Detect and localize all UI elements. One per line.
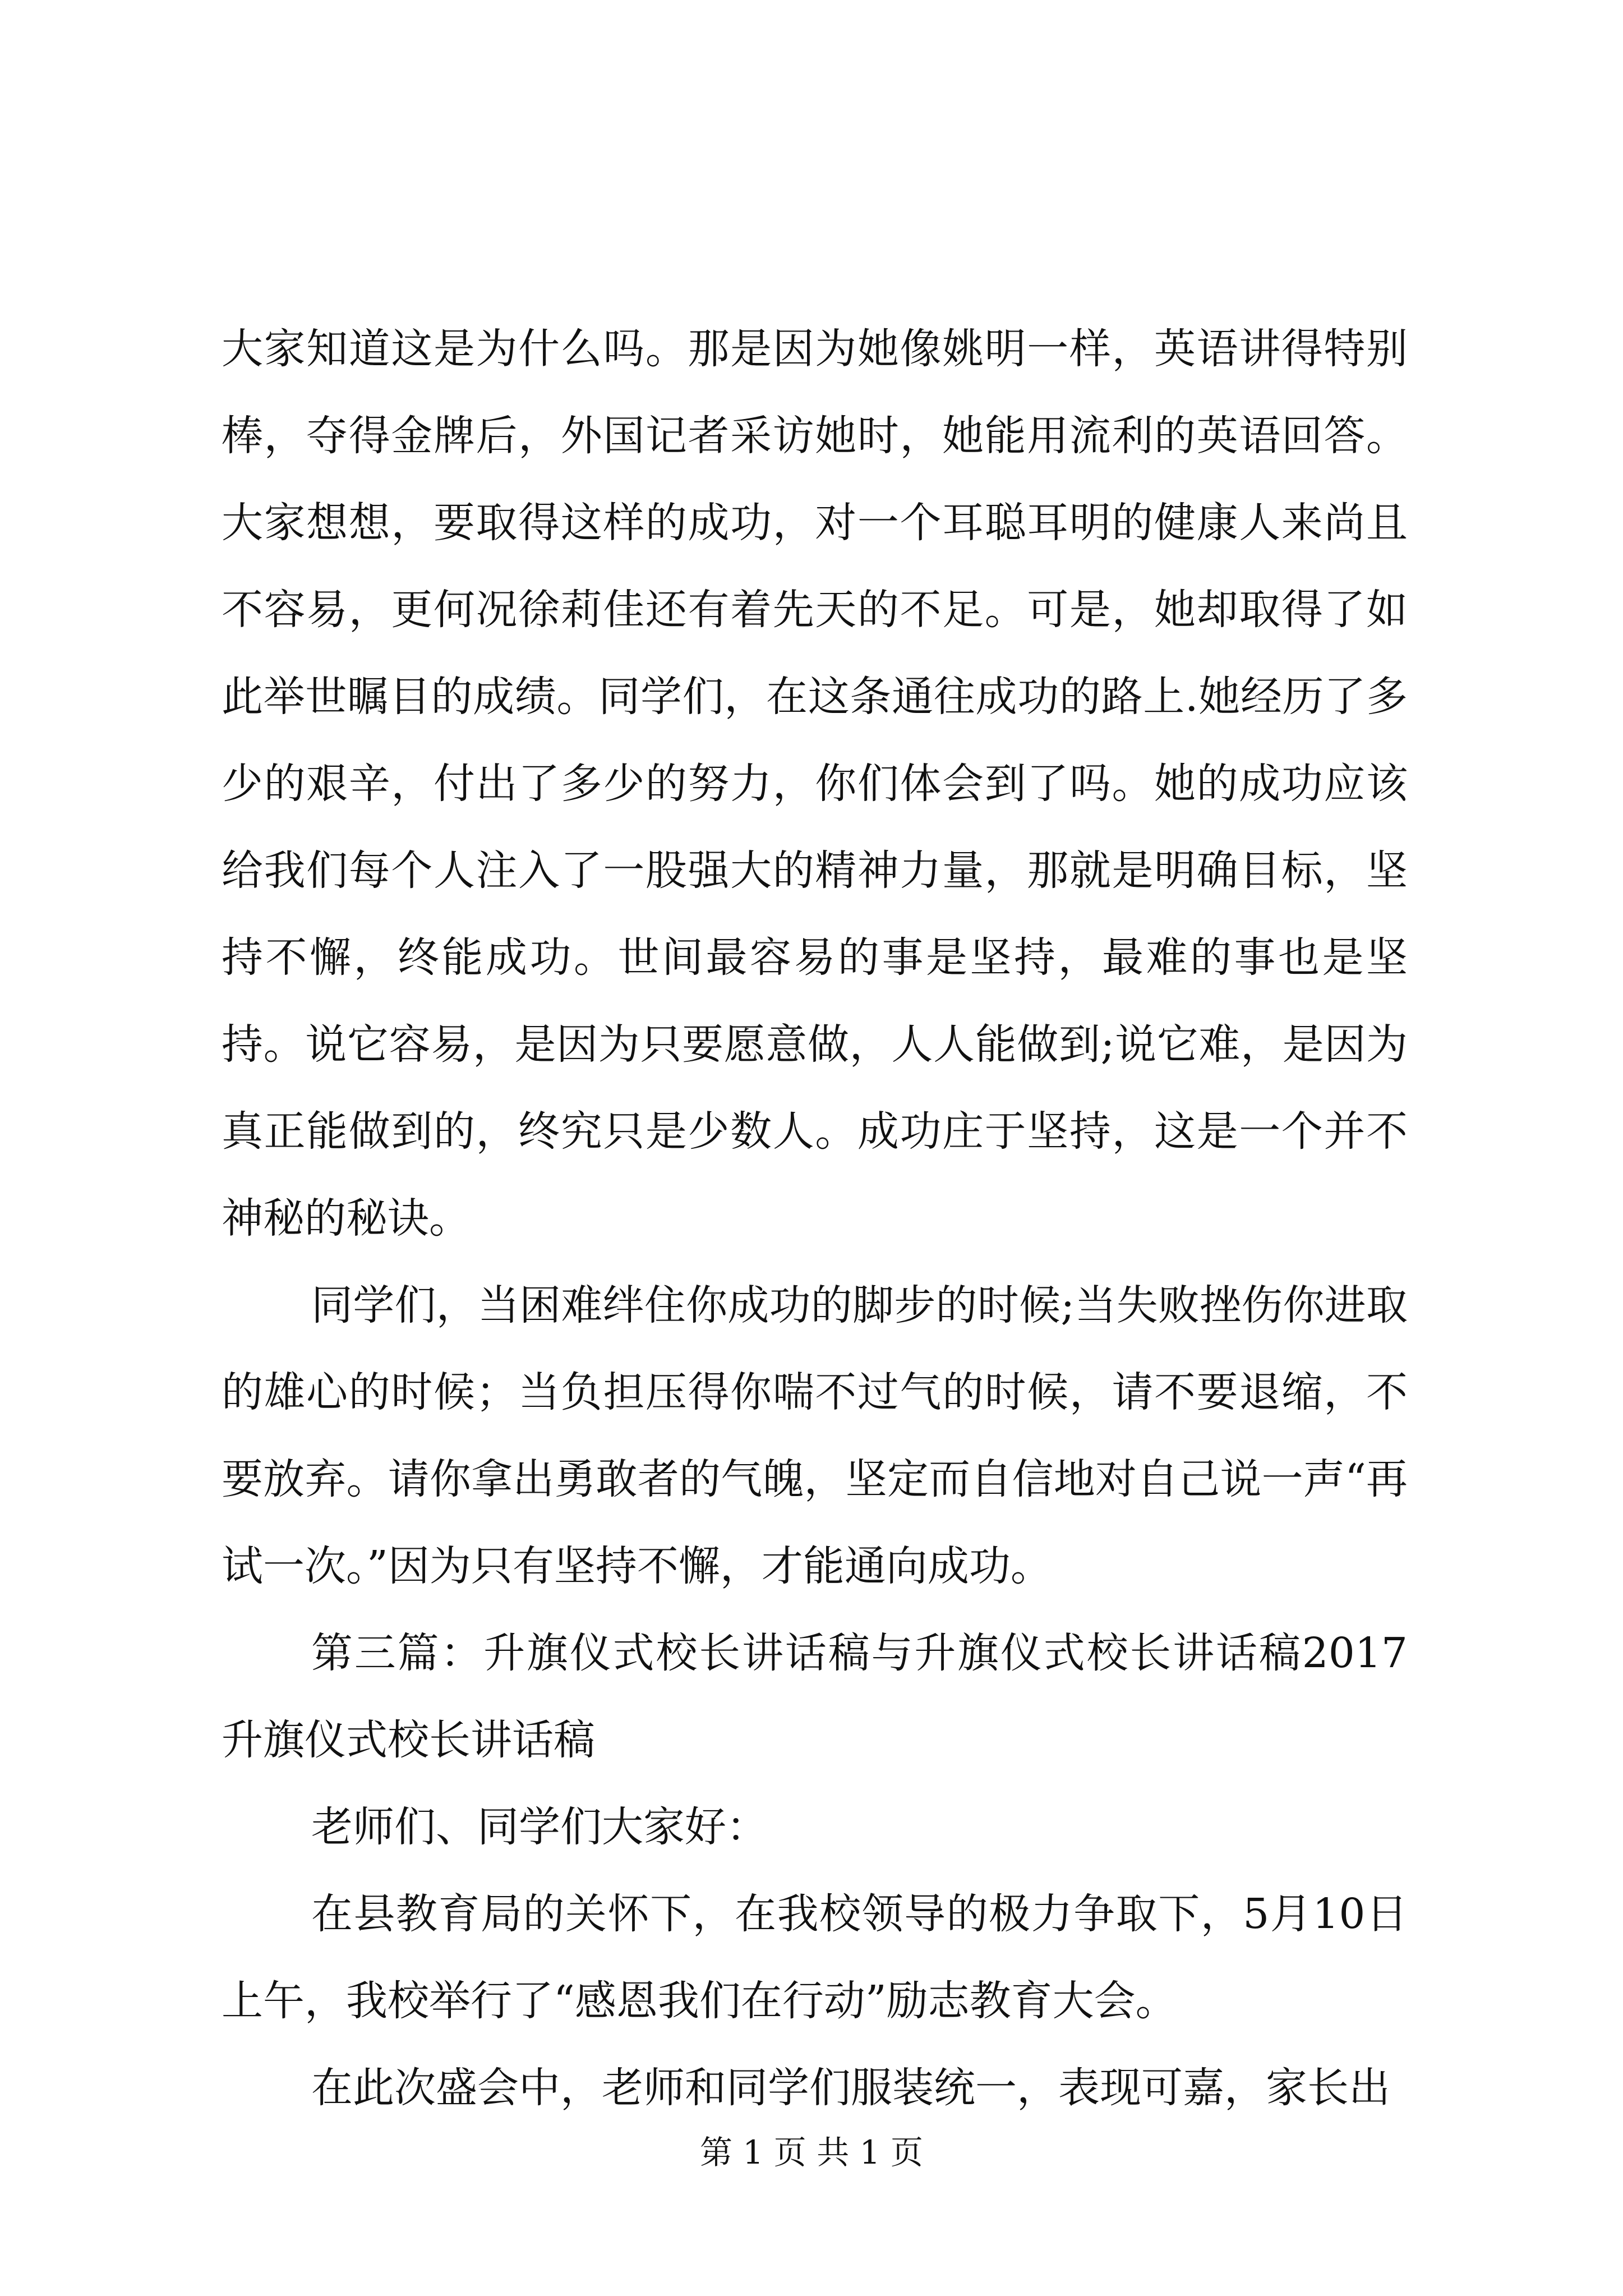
section-heading: 第三篇：升旗仪式校长讲话稿与升旗仪式校长讲话稿2017升旗仪式校长讲话稿 <box>222 1629 1408 1764</box>
document-body <box>222 306 1408 2132</box>
paragraph-1: 大家知道这是为什么吗。那是因为她像姚明一样，英语讲得特别棒，夺得金牌后，外国记者采访她时，她能用流利的英语回答。大家想想，要取得这样的成功，对一个耳聪耳明的健康人来尚且不容易，更何况徐莉佳还有着先天的不足。可是，她却取得了如此举世瞩目的成绩。同学们，在这条通往成功的路上.她经历了多少的艰辛，付出了多少的努力，你们体会到了吗。她的成功应该给我们每个人注入了一股强大的精神力量，那就是明确目标，坚持不懈，终能成功。世间最容易的事是坚持，最难的事也是坚持。说它容易，是因为只要愿意做，人人能做到;说它难，是因为真正能做到的，终究只是少数人。成功庄于坚持，这是一个并不神秘的秘诀。 <box>222 325 1408 1243</box>
paragraph-5: 在县教育局的关怀下，在我校领导的极力争取下，5月10日上午，我校举行了“感恩我们在行动”励志教育大会。 <box>222 1890 1408 2025</box>
salutation: 老师们、同学们大家好： <box>311 1803 768 1851</box>
page-footer: 第 1 页 共 1 页 <box>700 2133 923 2171</box>
paragraph-2: 同学们，当困难绊住你成功的脚步的时候;当失败挫伤你进取的雄心的时候；当负担压得你喘不过气的时候，请不要退缩，不要放弃。请你拿出勇敢者的气魄，坚定而自信地对自己说一声“再试一次。”因为只有坚持不懈，才能通向成功。 <box>222 1281 1408 1590</box>
paragraph-6: 在此次盛会中，老师和同学们服装统一，表现可嘉，家长出 <box>311 2064 1390 2112</box>
